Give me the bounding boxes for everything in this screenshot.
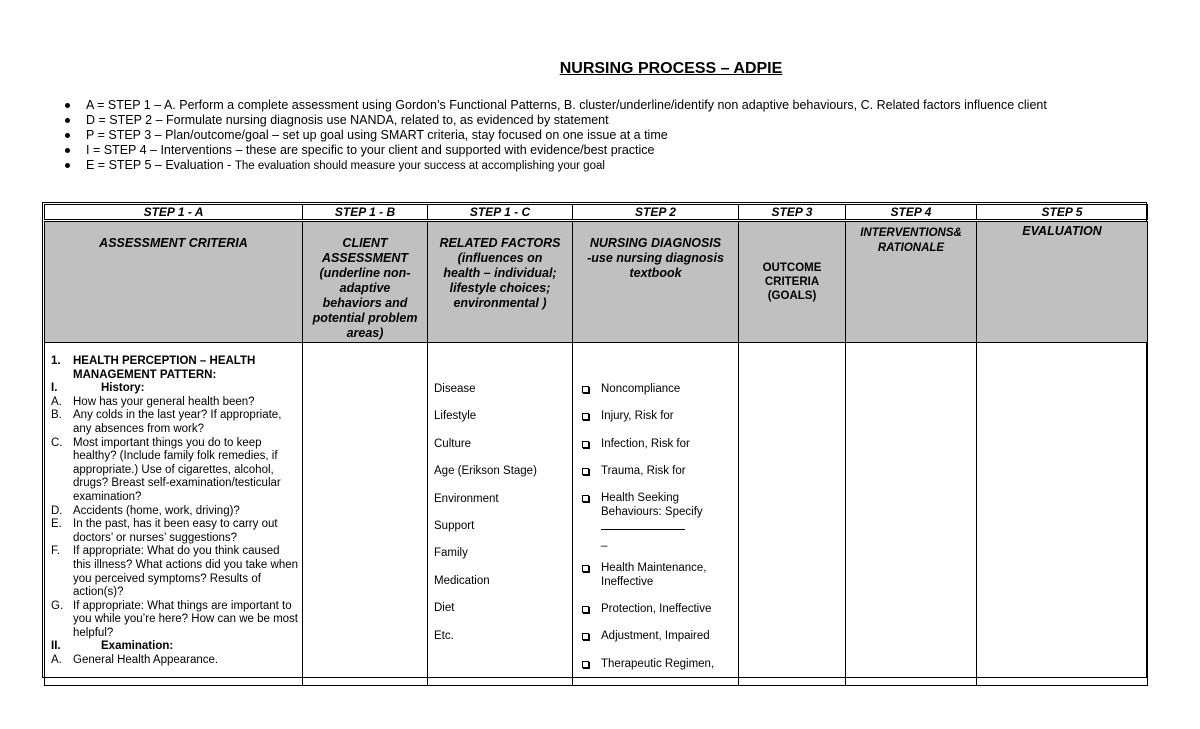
adpie-bullet-list (64, 98, 1047, 174)
related-heading-line: lifestyle choices; (449, 281, 551, 295)
diagnosis-checkbox-item[interactable] (581, 630, 734, 644)
related-heading-line: health – individual; (443, 266, 557, 280)
adpie-bullet (64, 143, 1047, 158)
history-question (51, 518, 298, 545)
diagnosis-label: Therapeutic Regimen, (601, 657, 715, 670)
diagnosis-checkbox-item[interactable] (581, 562, 734, 589)
history-question (51, 600, 298, 641)
pattern-title: HEALTH PERCEPTION – HEALTH MANAGEMENT PATTERN: (73, 355, 256, 381)
examination-label: Examination: (101, 640, 174, 653)
diagnosis-checkbox-item[interactable] (581, 658, 734, 672)
question-text: Most important things you do to keep healthy? (Include family folk remedies, if appropriate.) Use of cigarettes, alcohol, drugs? Breast self-examination/testicular examination? (73, 436, 281, 503)
bullet-text: I = STEP 4 – Interventions – these are specific to your client and supported with evidence/best practice (86, 143, 655, 157)
client-assessment-cell[interactable] (303, 343, 428, 686)
outcome-criteria-cell[interactable] (739, 343, 846, 686)
client-heading-line: behaviors and (322, 296, 408, 310)
nursing-diagnosis-cell (573, 343, 739, 686)
item-letter: A. (51, 654, 62, 667)
related-heading-line: RELATED FACTORS (439, 236, 561, 250)
interventions-heading-line: RATIONALE (877, 242, 945, 254)
outcome-heading-line: OUTCOME (762, 262, 822, 274)
step-4-header: STEP 4 (846, 205, 977, 221)
adpie-bullet (64, 98, 1047, 113)
related-factor-item: Family (434, 547, 468, 560)
diagnosis-label: Trauma, Risk for (601, 464, 686, 477)
diagnosis-checkbox-item[interactable] (581, 410, 734, 424)
step-3-header: STEP 3 (739, 205, 846, 221)
question-text: If appropriate: What do you think caused this illness? What actions did you take when you perceived symptoms? Results of action(s)? (73, 545, 299, 599)
outcome-heading-line: CRITERIA (764, 276, 820, 288)
question-letter: G. (51, 599, 64, 612)
evaluation-heading: EVALUATION (977, 221, 1148, 343)
health-perception-row (45, 343, 1148, 686)
client-heading-line: areas) (346, 326, 384, 340)
diagnosis-checkbox-item[interactable] (581, 603, 734, 617)
related-factors-cell (428, 343, 573, 686)
history-heading (51, 382, 298, 396)
question-letter: D. (51, 504, 63, 517)
item-text: General Health Appearance. (73, 654, 219, 667)
related-factor-item: Support (434, 519, 475, 532)
history-number: I. (51, 382, 58, 395)
question-letter: F. (51, 545, 60, 558)
evaluation-cell[interactable] (977, 343, 1148, 686)
diagnosis-label: Health Seeking Behaviours: Specify (601, 492, 703, 518)
question-text: Any colds in the last year? If appropriate, any absences from work? (73, 409, 282, 435)
specify-blank-line[interactable] (601, 519, 685, 530)
bullet-text: E = STEP 5 – Evaluation - (86, 158, 235, 172)
nursing-process-table (44, 204, 1148, 686)
related-factor-item: Lifestyle (434, 410, 477, 423)
diagnosis-label: Injury, Risk for (601, 410, 674, 423)
assessment-criteria-cell (45, 343, 303, 686)
assessment-criteria-heading: ASSESSMENT CRITERIA (45, 221, 303, 343)
question-text: Accidents (home, work, driving)? (73, 504, 240, 517)
diagnosis-label: Protection, Ineffective (601, 603, 712, 616)
related-factor-item: Diet (434, 602, 455, 615)
outcome-criteria-heading (739, 221, 846, 343)
question-letter: B. (51, 409, 62, 422)
history-question (51, 505, 298, 519)
history-question (51, 545, 298, 599)
interventions-heading-line: INTERVENTIONS& (860, 227, 962, 239)
related-factor-item: Etc. (434, 629, 454, 642)
question-text: If appropriate: What things are important to you while you’re here? How can we be most helpful? (73, 599, 299, 639)
related-factor-item: Disease (434, 383, 476, 395)
bullet-small-text: The evaluation should measure your success at accomplishing your goal (234, 160, 605, 172)
step-header-row (45, 205, 1148, 221)
related-heading-line: (influences on (457, 251, 543, 265)
examination-heading (51, 640, 298, 654)
adpie-bullet (64, 158, 1047, 174)
client-heading-line: CLIENT (342, 236, 388, 250)
diagnosis-checkbox-item[interactable] (581, 438, 734, 452)
related-factors-heading (428, 221, 573, 343)
related-factor-item: Environment (434, 492, 499, 505)
nursing-diagnosis-heading (573, 221, 739, 343)
diagnosis-heading-line: NURSING DIAGNOSIS (589, 236, 722, 250)
question-letter: A. (51, 395, 62, 408)
question-text: In the past, has it been easy to carry out doctors’ or nurses’ suggestions? (73, 518, 278, 544)
bullet-text: D = STEP 2 – Formulate nursing diagnosis use NANDA, related to, as evidenced by statement (86, 113, 609, 127)
history-question (51, 409, 298, 436)
adpie-bullet (64, 128, 1047, 143)
bullet-text: A = STEP 1 – A. Perform a complete assessment using Gordon’s Functional Patterns, B. cluster/underline/identify non adaptive behaviours, C. Related factors influence client (86, 98, 1047, 112)
nursing-process-table-frame (42, 202, 1147, 678)
interventions-cell[interactable] (846, 343, 977, 686)
specify-blank-tail: _ (601, 534, 608, 547)
client-heading-line: ASSESSMENT (321, 251, 409, 265)
history-label: History: (101, 382, 145, 395)
page-title: NURSING PROCESS – ADPIE (559, 60, 783, 77)
examination-number: II. (51, 640, 61, 653)
history-question (51, 437, 298, 505)
diagnosis-checkbox-item[interactable] (581, 465, 734, 479)
step-5-header: STEP 5 (977, 205, 1148, 221)
step-1a-header: STEP 1 - A (45, 205, 303, 221)
pattern-number: 1. (51, 355, 61, 367)
client-heading-line: potential problem (312, 311, 418, 325)
question-letter: E. (51, 518, 62, 531)
diagnosis-label: Health Maintenance, Ineffective (601, 562, 707, 588)
related-heading-line: environmental ) (453, 296, 547, 310)
client-heading-line: adaptive (339, 281, 391, 295)
step-2-header: STEP 2 (573, 205, 739, 221)
question-text: How has your general health been? (73, 395, 255, 408)
related-factor-item: Culture (434, 437, 472, 450)
diagnosis-label: Infection, Risk for (601, 437, 690, 450)
outcome-heading-line: (GOALS) (767, 290, 817, 302)
step-1b-header: STEP 1 - B (303, 205, 428, 221)
client-assessment-heading (303, 221, 428, 343)
diagnosis-label: Adjustment, Impaired (601, 630, 710, 643)
question-letter: C. (51, 436, 63, 449)
diagnosis-heading-line: -use nursing diagnosis (587, 251, 724, 265)
diagnosis-checkbox-item[interactable] (581, 383, 734, 397)
examination-item (51, 654, 298, 668)
adpie-bullet (64, 113, 1047, 128)
history-question (51, 396, 298, 410)
step-1c-header: STEP 1 - C (428, 205, 573, 221)
bullet-text: P = STEP 3 – Plan/outcome/goal – set up goal using SMART criteria, stay focused on one issue at a time (86, 128, 668, 142)
related-factor-item: Medication (434, 574, 490, 587)
related-factor-item: Age (Erikson Stage) (434, 465, 537, 478)
diagnosis-label: Noncompliance (601, 383, 681, 395)
diagnosis-checkbox-item[interactable] (581, 492, 734, 548)
pattern-heading (51, 355, 298, 382)
client-heading-line: (underline non- (319, 266, 411, 280)
interventions-rationale-heading (846, 221, 977, 343)
diagnosis-heading-line: textbook (629, 266, 682, 280)
column-heading-row (45, 221, 1148, 343)
